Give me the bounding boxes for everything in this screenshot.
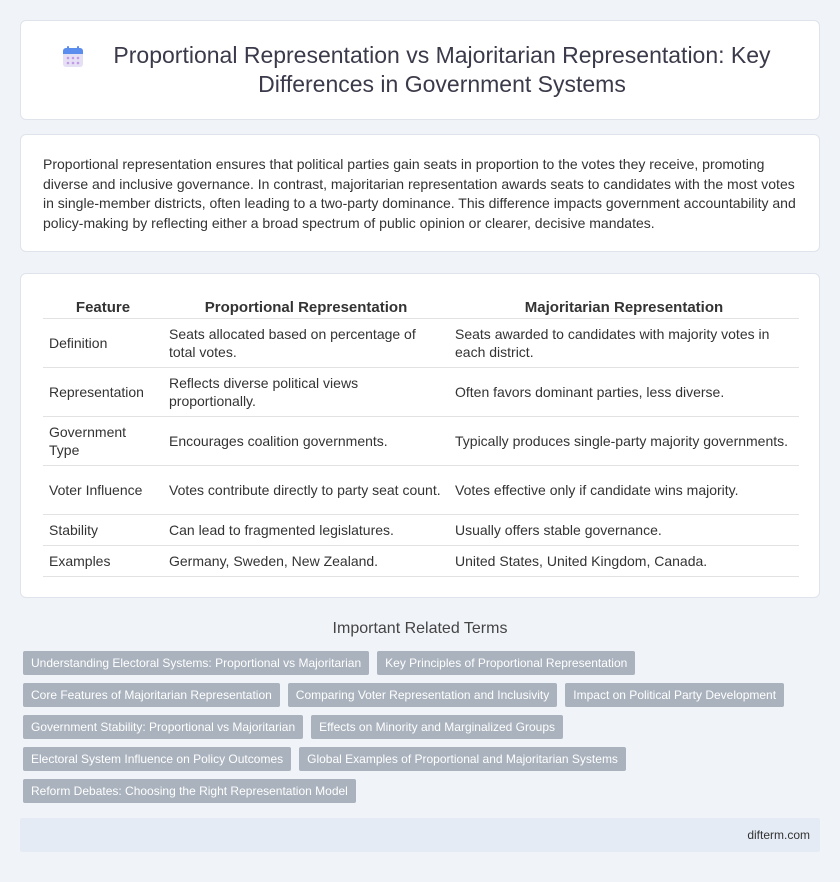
- related-term-tag[interactable]: Core Features of Majoritarian Representation: [23, 683, 280, 707]
- proportional-cell: Germany, Sweden, New Zealand.: [163, 546, 449, 577]
- proportional-cell: Seats allocated based on percentage of total votes.: [163, 319, 449, 368]
- related-term-tag[interactable]: Global Examples of Proportional and Majoritarian Systems: [299, 747, 626, 771]
- table-row: [43, 466, 799, 515]
- related-term-tag[interactable]: Key Principles of Proportional Representation: [377, 651, 635, 675]
- header-majoritarian: Majoritarian Representation: [449, 294, 799, 319]
- majoritarian-cell: Often favors dominant parties, less diverse.: [449, 368, 799, 417]
- related-term-tag[interactable]: Understanding Electoral Systems: Proportional vs Majoritarian: [23, 651, 369, 675]
- related-term-tag[interactable]: Comparing Voter Representation and Inclusivity: [288, 683, 557, 707]
- feature-cell: Examples: [43, 546, 163, 577]
- footer: [20, 818, 820, 852]
- related-term-tag[interactable]: Reform Debates: Choosing the Right Representation Model: [23, 779, 356, 803]
- majoritarian-cell: Usually offers stable governance.: [449, 515, 799, 546]
- header-card: [20, 20, 820, 120]
- related-term-tag[interactable]: Impact on Political Party Development: [565, 683, 784, 707]
- proportional-cell: Votes contribute directly to party seat count.: [163, 466, 449, 515]
- related-term-tag[interactable]: Government Stability: Proportional vs Majoritarian: [23, 715, 303, 739]
- header-feature: Feature: [43, 294, 163, 319]
- proportional-cell: Reflects diverse political views proportionally.: [163, 368, 449, 417]
- related-terms-list: [23, 651, 823, 811]
- majoritarian-cell: Votes effective only if candidate wins majority.: [449, 466, 799, 515]
- related-terms-title: Important Related Terms: [332, 620, 508, 637]
- feature-cell: Government Type: [43, 417, 163, 466]
- feature-cell: Voter Influence: [43, 466, 163, 515]
- intro-card: [20, 134, 820, 252]
- header-proportional: Proportional Representation: [163, 294, 449, 319]
- calendar-icon: [61, 45, 85, 69]
- site-name[interactable]: difterm.com: [747, 828, 810, 842]
- table-row: [43, 417, 799, 466]
- table-row: [43, 368, 799, 417]
- table-header-row: [43, 294, 799, 319]
- majoritarian-cell: United States, United Kingdom, Canada.: [449, 546, 799, 577]
- related-term-tag[interactable]: Effects on Minority and Marginalized Groups: [311, 715, 563, 739]
- page-title: Proportional Representation vs Majoritarian Representation: Key Differences in Government Systems: [113, 42, 771, 97]
- comparison-table: [43, 294, 799, 577]
- proportional-cell: Encourages coalition governments.: [163, 417, 449, 466]
- intro-paragraph: Proportional representation ensures that political parties gain seats in proportion to the votes they receive, promoting diverse and inclusive governance. In contrast, majoritarian representation awards seats to candidates with the most votes in single-member districts, often leading to a two-party dominance. This difference impacts government accountability and policy-making by reflecting either a broad spectrum of public opinion or clearer, decisive mandates.: [43, 156, 796, 231]
- majoritarian-cell: Typically produces single-party majority governments.: [449, 417, 799, 466]
- related-term-tag[interactable]: Electoral System Influence on Policy Outcomes: [23, 747, 291, 771]
- comparison-table-card: [20, 273, 820, 598]
- feature-cell: Definition: [43, 319, 163, 368]
- feature-cell: Representation: [43, 368, 163, 417]
- feature-cell: Stability: [43, 515, 163, 546]
- proportional-cell: Can lead to fragmented legislatures.: [163, 515, 449, 546]
- table-row: [43, 319, 799, 368]
- majoritarian-cell: Seats awarded to candidates with majority votes in each district.: [449, 319, 799, 368]
- table-row: [43, 515, 799, 546]
- table-row: [43, 546, 799, 577]
